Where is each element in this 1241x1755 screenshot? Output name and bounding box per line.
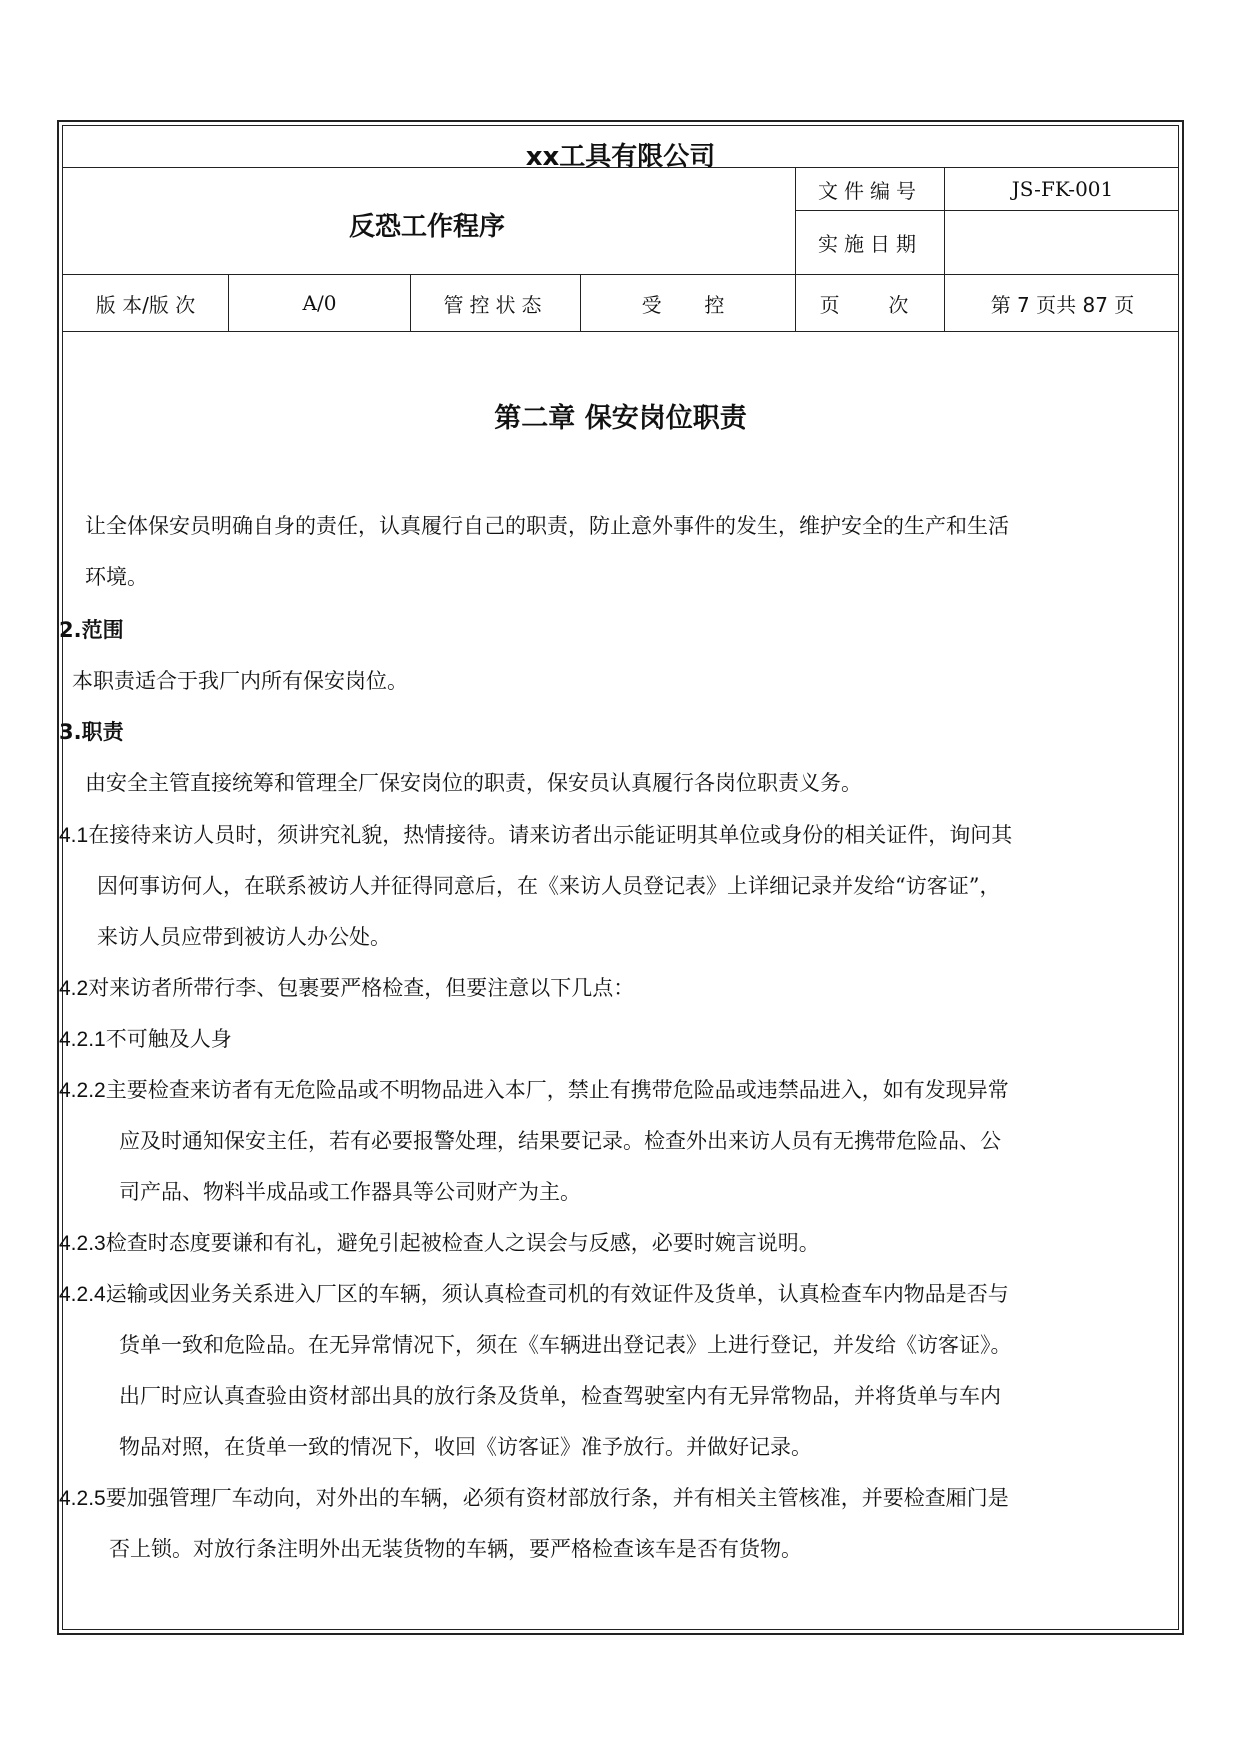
- page-label: 页 次: [819, 292, 921, 317]
- clause-line: 因何事访何人，在联系被访人并征得同意后，在《来访人员登记表》上详细记录并发给“访客证”，: [97, 874, 1001, 898]
- doc-number-label: 文件编号: [818, 178, 922, 203]
- control-status-label: 管控状态: [443, 292, 548, 317]
- clause-4-2-4: [59, 1269, 1012, 1473]
- clause-number: 4.2.2: [59, 1079, 106, 1102]
- header-divider: [62, 331, 1179, 332]
- company-name: xx工具有限公司: [525, 142, 716, 172]
- version-label: 版 本/版 次: [95, 292, 196, 317]
- clause-number: 4.2.1: [59, 1028, 106, 1051]
- intro-paragraph: [85, 501, 1009, 603]
- clause-text: 对来访者所带行李、包裹要严格检查，但要注意以下几点：: [88, 976, 635, 1000]
- clause-number: 4.1: [59, 824, 89, 847]
- clause-4-2-2: [59, 1065, 1009, 1218]
- clause-line: 应及时通知保安主任，若有必要报警处理，结果要记录。检查外出来访人员有无携带危险品、公: [119, 1129, 1001, 1153]
- clause-line: 要加强管理厂车动向，对外出的车辆，必须有资材部放行条，并有相关主管核准，并要检查厢门是: [105, 1486, 1009, 1510]
- clause-line: 货单一致和危险品。在无异常情况下，须在《车辆进出登记表》上进行登记，并发给《访客证》。: [119, 1333, 1012, 1357]
- clause-line: 否上锁。对放行条注明外出无装货物的车辆，要严格检查该车是否有货物。: [109, 1537, 802, 1561]
- clause-line: 主要检查来访者有无危险品或不明物品进入本厂，禁止有携带危险品或违禁品进入，如有发现异常: [105, 1078, 1009, 1102]
- clause-text: 检查时态度要谦和有礼，避免引起被检查人之误会与反感，必要时婉言说明。: [105, 1231, 820, 1255]
- clause-line: 在接待来访人员时，须讲究礼貌，热情接待。请来访者出示能证明其单位或身份的相关证件，询问其: [88, 823, 1013, 847]
- clause-4-2: [59, 963, 634, 1014]
- clause-number: 4.2.5: [59, 1487, 106, 1510]
- clause-4-1: [59, 810, 1012, 963]
- section-3-text: 由安全主管直接统筹和管理全厂保安岗位的职责，保安员认真履行各岗位职责义务。: [85, 771, 862, 795]
- section-2-text: 本职责适合于我厂内所有保安岗位。: [72, 669, 408, 693]
- intro-line: 环境。: [85, 565, 148, 589]
- clause-line: 司产品、物料半成品或工作器具等公司财产为主。: [119, 1180, 581, 1204]
- procedure-title: 反恐工作程序: [348, 212, 505, 242]
- version-value: A/0: [302, 291, 337, 315]
- clause-4-2-1: [59, 1014, 232, 1065]
- doc-number-value: JS-FK-001: [1011, 177, 1114, 201]
- document-frame: [57, 120, 1184, 1635]
- intro-line: 让全体保安员明确自身的责任，认真履行自己的职责，防止意外事件的发生，维护安全的生产和生活: [85, 514, 1009, 538]
- page-value: 第 7 页共 87 页: [990, 292, 1135, 317]
- section-3-heading: 3.职责: [59, 720, 124, 744]
- chapter-title: 第二章 保安岗位职责: [494, 403, 747, 434]
- clause-line: 来访人员应带到被访人办公处。: [97, 925, 391, 949]
- clause-line: 运输或因业务关系进入厂区的车辆，须认真检查司机的有效证件及货单，认真检查车内物品是否与: [105, 1282, 1009, 1306]
- impl-date-label: 实施日期: [818, 232, 922, 256]
- clause-number: 4.2: [59, 977, 89, 1000]
- clause-number: 4.2.4: [59, 1283, 106, 1306]
- clause-text: 不可触及人身: [105, 1027, 232, 1051]
- clause-line: 物品对照，在货单一致的情况下，收回《访客证》准予放行。并做好记录。: [119, 1435, 812, 1459]
- clause-4-2-3: [59, 1218, 820, 1269]
- clause-number: 4.2.3: [59, 1232, 106, 1255]
- control-status-value: 受 控: [641, 292, 735, 317]
- impl-date-value: [945, 211, 1180, 274]
- section-2-heading: 2.范围: [59, 618, 124, 642]
- clause-4-2-5: [59, 1473, 1009, 1575]
- clause-line: 出厂时应认真查验由资材部出具的放行条及货单，检查驾驶室内有无异常物品，并将货单与车内: [119, 1384, 1001, 1408]
